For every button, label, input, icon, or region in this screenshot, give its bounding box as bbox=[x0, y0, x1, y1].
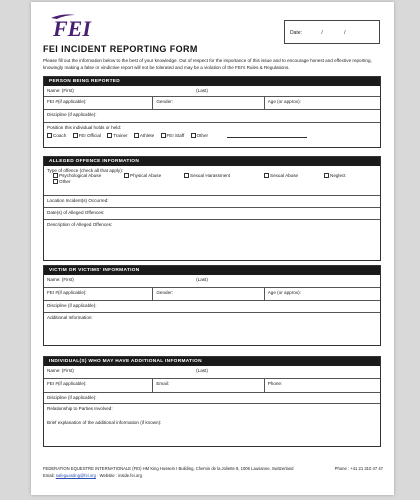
dates-field[interactable]: Date(s) of Alleged Offences: bbox=[47, 210, 105, 215]
witness-discipline-field[interactable]: Discipline (if applicable): bbox=[47, 395, 97, 400]
person-header: PERSON BEING REPORTED bbox=[44, 77, 380, 86]
position-label: Position this individual holds or held: bbox=[47, 125, 122, 130]
witness-fei-field[interactable]: FEI #(if applicable): bbox=[44, 379, 153, 392]
witness-phone-field[interactable]: Phone: bbox=[267, 381, 283, 386]
type-other[interactable]: Other bbox=[53, 179, 71, 184]
position-trainer[interactable]: Trainer bbox=[107, 133, 127, 138]
svg-text:FEI: FEI bbox=[53, 16, 91, 38]
footer-email-label: Email: bbox=[43, 472, 55, 478]
victim-discipline-field[interactable]: Discipline (if applicable): bbox=[47, 303, 97, 308]
person-gender-field[interactable]: Gender: bbox=[153, 97, 264, 109]
position-fei-staff[interactable]: FEI Staff bbox=[161, 133, 185, 138]
position-other[interactable]: Other bbox=[191, 133, 308, 138]
person-fei-field[interactable]: FEI #(if applicable): bbox=[44, 97, 153, 109]
type-physical[interactable]: Physical Abuse bbox=[124, 173, 161, 178]
fei-logo bbox=[45, 12, 115, 38]
form-page bbox=[31, 2, 394, 495]
position-athlete[interactable]: Athlete bbox=[134, 133, 154, 138]
victim-age-field[interactable]: Age (or approx): bbox=[267, 290, 301, 295]
location-field[interactable]: Location Incident(s) Occurred: bbox=[47, 198, 109, 203]
witness-last-name-field[interactable]: (Last) bbox=[196, 368, 208, 373]
footer: FEDERATION EQUESTRE INTERNATIONALE (FEI) HM King Hussein I Building, Chemin de la Joliette 8, 1006 Lausanne, Switzerland Phone : +41 21 310 47 47 Email: safeguarding@fei.org · Website : inside.fei.org bbox=[43, 466, 383, 478]
intro-text: Please fill out the information below to the best of your knowledge. Out of respect for the importance of this issue and to encourage honest and effective reporting, knowingly making a false or vindictive report will not be tolerated and may be a violation of the FEI's Rules & Regulations. bbox=[43, 58, 372, 70]
offence-section bbox=[43, 156, 381, 261]
person-last-name-field[interactable]: (Last) bbox=[196, 88, 208, 93]
position-options bbox=[47, 133, 378, 138]
witness-explanation-label: Brief explanation of the additional information (if known): bbox=[47, 420, 162, 425]
person-section bbox=[43, 76, 381, 148]
footer-website: Website : inside.fei.org bbox=[99, 472, 142, 478]
offence-header: ALLEGED OFFENCE INFORMATION bbox=[44, 157, 380, 166]
footer-phone: Phone : +41 21 310 47 47 bbox=[334, 466, 383, 471]
victim-fei-field[interactable]: FEI #(if applicable): bbox=[44, 288, 153, 300]
person-first-name-field[interactable]: Name: (First) bbox=[47, 88, 74, 93]
victim-additional-field[interactable]: Additional Information: bbox=[47, 315, 93, 320]
witness-relationship-field[interactable]: Relationship to Parties Involved: Brief explanation of the additional information (if known): bbox=[44, 404, 380, 446]
witness-first-name-field[interactable]: Name: (First) bbox=[47, 368, 74, 373]
victim-gender-field[interactable]: Gender: bbox=[153, 288, 264, 300]
footer-email-link[interactable]: safeguarding@fei.org bbox=[55, 472, 96, 478]
position-fei-official[interactable]: FEI Official bbox=[73, 133, 101, 138]
witness-section bbox=[43, 356, 381, 447]
description-field[interactable]: Description of Alleged Offences: bbox=[47, 222, 113, 227]
person-discipline-field[interactable]: Discipline (if applicable): bbox=[47, 112, 97, 117]
type-neglect[interactable]: Neglect bbox=[324, 173, 346, 178]
date-field[interactable]: Date: / / bbox=[284, 20, 380, 44]
witness-header: INDIVIDUAL(S) WHO MAY HAVE ADDITIONAL INFORMATION bbox=[44, 357, 380, 366]
date-label: Date: bbox=[290, 30, 302, 36]
type-sexual-abuse[interactable]: Sexual Abuse bbox=[264, 173, 298, 178]
offence-type-label: Type of offence (check all that apply): bbox=[47, 168, 124, 173]
victim-first-name-field[interactable]: Name: (First) bbox=[47, 277, 74, 282]
position-coach[interactable]: Coach bbox=[47, 133, 66, 138]
footer-org: FEDERATION EQUESTRE INTERNATIONALE (FEI) HM King Hussein I Building, Chemin de la Joliette 8, 1006 Lausanne, Switzerland bbox=[43, 466, 294, 471]
victim-header: VICTIM OR VICTIMS' INFORMATION bbox=[44, 266, 380, 275]
type-psychological[interactable]: Psychological Abuse bbox=[53, 173, 101, 178]
witness-email-field[interactable]: Email: bbox=[153, 379, 264, 392]
form-title: FEI INCIDENT REPORTING FORM bbox=[43, 44, 198, 54]
person-age-field[interactable]: Age (or approx): bbox=[267, 99, 301, 104]
offence-type-options bbox=[47, 173, 378, 187]
victim-last-name-field[interactable]: (Last) bbox=[196, 277, 208, 282]
victim-section bbox=[43, 265, 381, 346]
type-sexual-harassment[interactable]: Sexual Harassment bbox=[184, 173, 230, 178]
